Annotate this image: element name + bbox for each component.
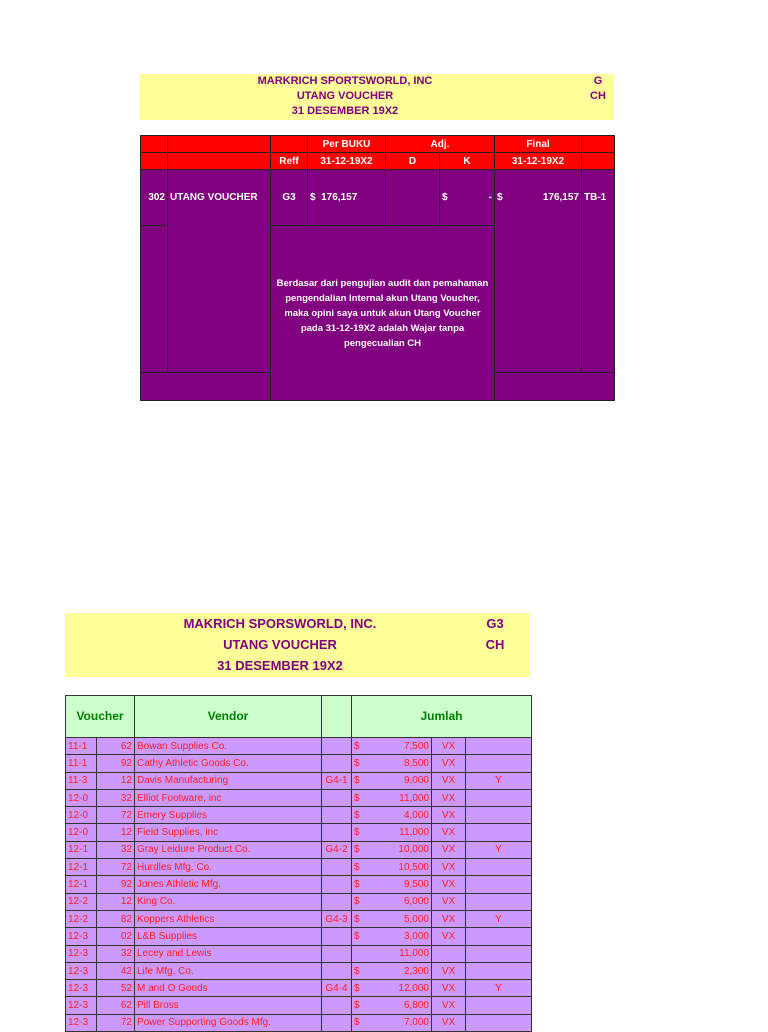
table-row (66, 738, 532, 755)
amount-value: 3,000 (403, 930, 429, 942)
table-row (66, 910, 532, 927)
per-buku-currency: $ (310, 192, 316, 203)
amount (352, 945, 432, 962)
voucher-number: 72 (97, 807, 135, 824)
tick-mark (466, 789, 532, 806)
amount (352, 928, 432, 945)
final-currency: $ (497, 192, 503, 203)
table-row (66, 755, 532, 772)
top-title-block (140, 74, 614, 120)
cross-ref (322, 997, 352, 1014)
cross-ref: G4-3 (322, 910, 352, 927)
voucher-number: 72 (97, 1014, 135, 1031)
amount-currency: $ (354, 775, 360, 787)
table-row (66, 980, 532, 997)
top-company-name: MARKRICH SPORTSWORLD, INC (257, 75, 433, 87)
amount (352, 755, 432, 772)
audit-mark: VX (432, 910, 466, 927)
final-ref: TB-1 (582, 170, 615, 373)
header-row-2 (141, 153, 615, 170)
voucher-number: 52 (97, 980, 135, 997)
vendor-name: Hurdles Mfg. Co. (135, 859, 322, 876)
tick-mark (466, 945, 532, 962)
top-ref-ch: CH (590, 90, 606, 102)
cross-ref (322, 789, 352, 806)
detail-title-block (65, 613, 530, 677)
tick-mark (466, 807, 532, 824)
table-row (66, 928, 532, 945)
amount-value: 10,000 (398, 844, 429, 856)
voucher-number: 92 (97, 876, 135, 893)
header-final-date: 31-12-19X2 (495, 153, 582, 170)
detail-ref-ch: CH (485, 637, 505, 652)
tick-mark (466, 928, 532, 945)
voucher-number: 72 (97, 859, 135, 876)
amount-currency: $ (354, 861, 360, 873)
voucher-prefix: 12-3 (66, 1014, 97, 1031)
detail-ref-g3: G3 (486, 616, 504, 631)
cross-ref (322, 876, 352, 893)
voucher-prefix: 12-2 (66, 910, 97, 927)
voucher-prefix: 12-3 (66, 980, 97, 997)
table-row (66, 859, 532, 876)
vendor-name: Gray Leidure Product Co. (135, 841, 322, 858)
voucher-detail-table (65, 695, 532, 1032)
account-row (141, 170, 615, 226)
audit-mark: VX (432, 738, 466, 755)
header-jumlah: Jumlah (352, 696, 532, 738)
audit-mark (432, 945, 466, 962)
vendor-name: Pill Bross (135, 997, 322, 1014)
amount-value: 11,000 (399, 792, 429, 804)
voucher-number: 02 (97, 928, 135, 945)
voucher-number: 82 (97, 910, 135, 927)
voucher-prefix: 11-1 (66, 755, 97, 772)
vendor-name: Koppers Athletics (135, 910, 322, 927)
voucher-number: 92 (97, 755, 135, 772)
detail-report-date: 31 DESEMBER 19X2 (217, 658, 343, 673)
cross-ref (322, 1014, 352, 1031)
voucher-number: 12 (97, 893, 135, 910)
amount-currency: $ (354, 1000, 360, 1012)
voucher-number: 32 (97, 789, 135, 806)
audit-mark: VX (432, 980, 466, 997)
voucher-prefix: 12-1 (66, 841, 97, 858)
amount-currency: $ (354, 740, 360, 752)
amount-currency: $ (354, 879, 360, 891)
header-k: K (440, 153, 495, 170)
voucher-prefix: 11-3 (66, 772, 97, 789)
amount (352, 980, 432, 997)
account-number: 302 (141, 170, 168, 226)
cross-ref (322, 738, 352, 755)
vendor-name: Elliot Footware, inc (135, 789, 322, 806)
voucher-prefix: 12-1 (66, 876, 97, 893)
amount-value: 5,000 (403, 913, 429, 925)
cross-ref (322, 928, 352, 945)
tick-mark: Y (466, 772, 532, 789)
amount (352, 910, 432, 927)
amount-value: 8,500 (403, 757, 429, 769)
audit-mark: VX (432, 841, 466, 858)
voucher-number: 12 (97, 772, 135, 789)
cross-ref: G4-4 (322, 980, 352, 997)
tick-mark (466, 859, 532, 876)
detail-header-row (66, 696, 532, 738)
table-row (66, 1014, 532, 1031)
adj-k-amount (440, 170, 495, 226)
amount (352, 876, 432, 893)
header-final: Final (495, 136, 582, 153)
header-row-1 (141, 136, 615, 153)
table-row (66, 876, 532, 893)
amount-value: 6,000 (403, 896, 429, 908)
table-row (66, 807, 532, 824)
detail-body (66, 738, 532, 1032)
amount-value: 11,000 (399, 948, 429, 960)
tick-mark (466, 824, 532, 841)
voucher-number: 12 (97, 824, 135, 841)
table-row (66, 945, 532, 962)
final-value: 176,157 (542, 192, 579, 203)
audit-mark: VX (432, 859, 466, 876)
tick-mark: Y (466, 910, 532, 927)
voucher-prefix: 12-2 (66, 893, 97, 910)
tick-mark (466, 893, 532, 910)
amount-value: 10,500 (398, 861, 429, 873)
amount-value: 2,300 (403, 965, 429, 977)
amount (352, 997, 432, 1014)
voucher-prefix: 12-0 (66, 824, 97, 841)
audit-opinion-note: Berdasar dari pengujian audit dan pemahaman pengendalian Internal akun Utang Voucher, maka opini saya untuk akun Utang Voucher pada 31-12-19X2 adalah Wajar tanpa pengecualian CH (271, 226, 495, 401)
amount-value: 7,500 (403, 740, 429, 752)
tick-mark: Y (466, 980, 532, 997)
cross-ref: G4-2 (322, 841, 352, 858)
vendor-name: Bowan Supplies Co. (135, 738, 322, 755)
top-ref-g: G (593, 75, 603, 87)
top-report-date: 31 DESEMBER 19X2 (291, 105, 399, 117)
tick-mark (466, 738, 532, 755)
tick-mark (466, 997, 532, 1014)
tick-mark (466, 755, 532, 772)
amount-currency: $ (354, 930, 360, 942)
amount (352, 893, 432, 910)
voucher-prefix: 12-3 (66, 945, 97, 962)
table-row (66, 997, 532, 1014)
table-row (66, 893, 532, 910)
audit-mark: VX (432, 789, 466, 806)
audit-mark: VX (432, 876, 466, 893)
account-reff: G3 (271, 170, 308, 226)
vendor-name: King Co. (135, 893, 322, 910)
adj-k-currency: $ (442, 192, 448, 203)
cross-ref (322, 824, 352, 841)
amount-value: 4,000 (403, 809, 429, 821)
audit-mark: VX (432, 997, 466, 1014)
vendor-name: Cathy Athletic Goods Co. (135, 755, 322, 772)
table-row (66, 841, 532, 858)
amount (352, 789, 432, 806)
amount (352, 772, 432, 789)
adj-k-value: - (488, 192, 492, 203)
amount-currency: $ (354, 1017, 360, 1029)
amount (352, 1014, 432, 1031)
cross-ref (322, 755, 352, 772)
table-row (66, 962, 532, 979)
vendor-name: Field Supplies, inc (135, 824, 322, 841)
table-row (66, 772, 532, 789)
amount-value: 12,000 (398, 982, 429, 994)
amount (352, 824, 432, 841)
voucher-prefix: 12-3 (66, 997, 97, 1014)
lead-schedule-table (140, 135, 615, 401)
voucher-number: 32 (97, 945, 135, 962)
amount-value: 7,000 (403, 1017, 429, 1029)
voucher-prefix: 12-0 (66, 789, 97, 806)
audit-mark: VX (432, 893, 466, 910)
amount-currency: $ (354, 757, 360, 769)
amount-currency: $ (354, 809, 360, 821)
voucher-prefix: 12-0 (66, 807, 97, 824)
final-amount (495, 170, 582, 373)
tick-mark (466, 1014, 532, 1031)
cross-ref: G4-1 (322, 772, 352, 789)
audit-mark: VX (432, 824, 466, 841)
cross-ref (322, 945, 352, 962)
tick-mark: Y (466, 841, 532, 858)
tick-mark (466, 876, 532, 893)
amount-currency: $ (354, 792, 360, 804)
vendor-name: M and O Goods (135, 980, 322, 997)
voucher-prefix: 12-1 (66, 859, 97, 876)
amount-value: 6,800 (403, 1000, 429, 1012)
voucher-prefix: 12-3 (66, 962, 97, 979)
amount (352, 859, 432, 876)
vendor-name: Jones Athletic Mfg. (135, 876, 322, 893)
vendor-name: Lecey and Lewis (135, 945, 322, 962)
amount-value: 9,000 (403, 775, 429, 787)
per-buku-value: 176,157 (321, 192, 358, 203)
amount-value: 11,000 (399, 827, 429, 839)
header-vendor: Vendor (135, 696, 322, 738)
voucher-number: 62 (97, 738, 135, 755)
amount-currency: $ (354, 844, 360, 856)
audit-mark: VX (432, 755, 466, 772)
amount (352, 738, 432, 755)
header-per-buku-date: 31-12-19X2 (308, 153, 386, 170)
table-row (66, 789, 532, 806)
audit-mark: VX (432, 962, 466, 979)
audit-mark: VX (432, 772, 466, 789)
header-voucher: Voucher (66, 696, 135, 738)
detail-company-name: MAKRICH SPORSWORLD, INC. (183, 616, 377, 631)
header-per-buku: Per BUKU (308, 136, 386, 153)
detail-report-title: UTANG VOUCHER (223, 637, 337, 652)
voucher-number: 62 (97, 997, 135, 1014)
audit-mark: VX (432, 1014, 466, 1031)
amount (352, 807, 432, 824)
table-row (66, 824, 532, 841)
cross-ref (322, 807, 352, 824)
voucher-number: 32 (97, 841, 135, 858)
header-d: D (386, 153, 440, 170)
per-buku-amount (308, 170, 386, 226)
vendor-name: Emery Supplies (135, 807, 322, 824)
amount-currency: $ (354, 982, 360, 994)
vendor-name: L&B Supplies (135, 928, 322, 945)
account-name: UTANG VOUCHER (168, 170, 271, 373)
amount (352, 841, 432, 858)
cross-ref (322, 962, 352, 979)
amount-currency: $ (354, 896, 360, 908)
voucher-prefix: 12-3 (66, 928, 97, 945)
header-reff: Reff (271, 153, 308, 170)
amount-value: 9,500 (403, 879, 429, 891)
cross-ref (322, 859, 352, 876)
amount-currency: $ (354, 827, 360, 839)
voucher-number: 42 (97, 962, 135, 979)
tick-mark (466, 962, 532, 979)
vendor-name: Life Mfg. Co. (135, 962, 322, 979)
cross-ref (322, 893, 352, 910)
header-adj: Adj. (386, 136, 495, 153)
audit-mark: VX (432, 928, 466, 945)
amount-currency: $ (354, 965, 360, 977)
vendor-name: Davis Manufacturing (135, 772, 322, 789)
amount (352, 962, 432, 979)
vendor-name: Power Supporting Goods Mfg. (135, 1014, 322, 1031)
audit-mark: VX (432, 807, 466, 824)
voucher-prefix: 11-1 (66, 738, 97, 755)
amount-currency: $ (354, 913, 360, 925)
top-report-title: UTANG VOUCHER (296, 90, 394, 102)
